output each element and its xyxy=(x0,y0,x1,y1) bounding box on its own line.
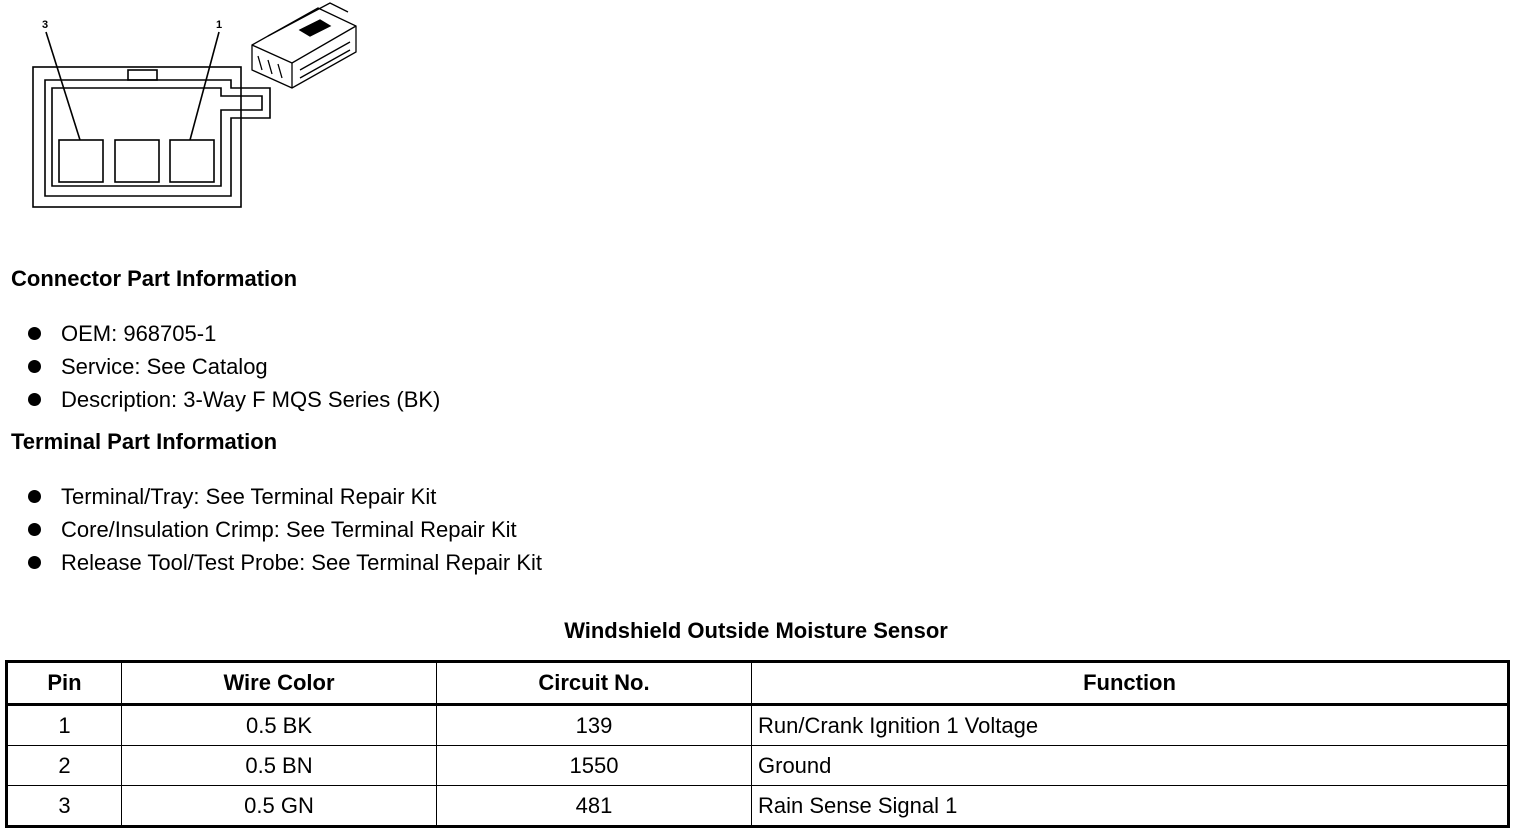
column-header-circuit-no: Circuit No. xyxy=(437,662,752,705)
list-item-text: Core/Insulation Crimp: See Terminal Repair Kit xyxy=(61,517,517,542)
list-item xyxy=(28,353,440,386)
list-item xyxy=(28,483,542,516)
connector-3d-icon xyxy=(252,3,356,88)
list-item xyxy=(28,549,542,582)
column-header-wire-color: Wire Color xyxy=(122,662,437,705)
cell-function: Run/Crank Ignition 1 Voltage xyxy=(752,705,1509,746)
cell-function: Rain Sense Signal 1 xyxy=(752,786,1509,827)
cell-circuit-no: 1550 xyxy=(437,746,752,786)
terminal-part-info-heading: Terminal Part Information xyxy=(11,429,278,454)
cell-function: Ground xyxy=(752,746,1509,786)
cell-circuit-no: 481 xyxy=(437,786,752,827)
pin-label-3: 3 xyxy=(42,19,49,31)
list-item-text: Service: See Catalog xyxy=(61,354,268,379)
cell-circuit-no: 139 xyxy=(437,705,752,746)
connector-part-info-list xyxy=(28,320,440,419)
pinout-table xyxy=(5,660,1510,828)
table-row xyxy=(7,705,1509,746)
table-row xyxy=(7,746,1509,786)
cell-pin: 3 xyxy=(7,786,122,827)
list-item xyxy=(28,516,542,549)
bullet-icon xyxy=(28,556,41,569)
bullet-icon xyxy=(28,523,41,536)
terminal-part-info-list xyxy=(28,483,542,582)
list-item-text: Description: 3-Way F MQS Series (BK) xyxy=(61,387,441,412)
list-item-text: OEM: 968705-1 xyxy=(61,321,217,346)
column-header-function: Function xyxy=(752,662,1509,705)
cell-wire-color: 0.5 BK xyxy=(122,705,437,746)
terminal-cavity-2 xyxy=(115,140,159,182)
bullet-icon xyxy=(28,360,41,373)
cell-pin: 1 xyxy=(7,705,122,746)
list-item-text: Terminal/Tray: See Terminal Repair Kit xyxy=(61,484,437,509)
connector-key xyxy=(128,70,157,80)
column-header-pin: Pin xyxy=(7,662,122,705)
list-item-text: Release Tool/Test Probe: See Terminal Repair Kit xyxy=(61,550,542,575)
table-row xyxy=(7,786,1509,827)
connector-part-info-heading: Connector Part Information xyxy=(11,266,298,291)
bullet-icon xyxy=(28,490,41,503)
pinout-table-title: Windshield Outside Moisture Sensor xyxy=(564,618,948,643)
bullet-icon xyxy=(28,393,41,406)
connector-face-diagram xyxy=(0,0,380,215)
list-item xyxy=(28,386,440,419)
cell-wire-color: 0.5 GN xyxy=(122,786,437,827)
table-header-row xyxy=(7,662,1509,705)
list-item xyxy=(28,320,440,353)
bullet-icon xyxy=(28,327,41,340)
leader-line-pin-3 xyxy=(46,32,80,140)
terminal-cavity-1 xyxy=(170,140,214,182)
terminal-cavity-3 xyxy=(59,140,103,182)
pin-label-1: 1 xyxy=(216,19,223,31)
cell-pin: 2 xyxy=(7,746,122,786)
cell-wire-color: 0.5 BN xyxy=(122,746,437,786)
leader-line-pin-1 xyxy=(190,32,219,140)
